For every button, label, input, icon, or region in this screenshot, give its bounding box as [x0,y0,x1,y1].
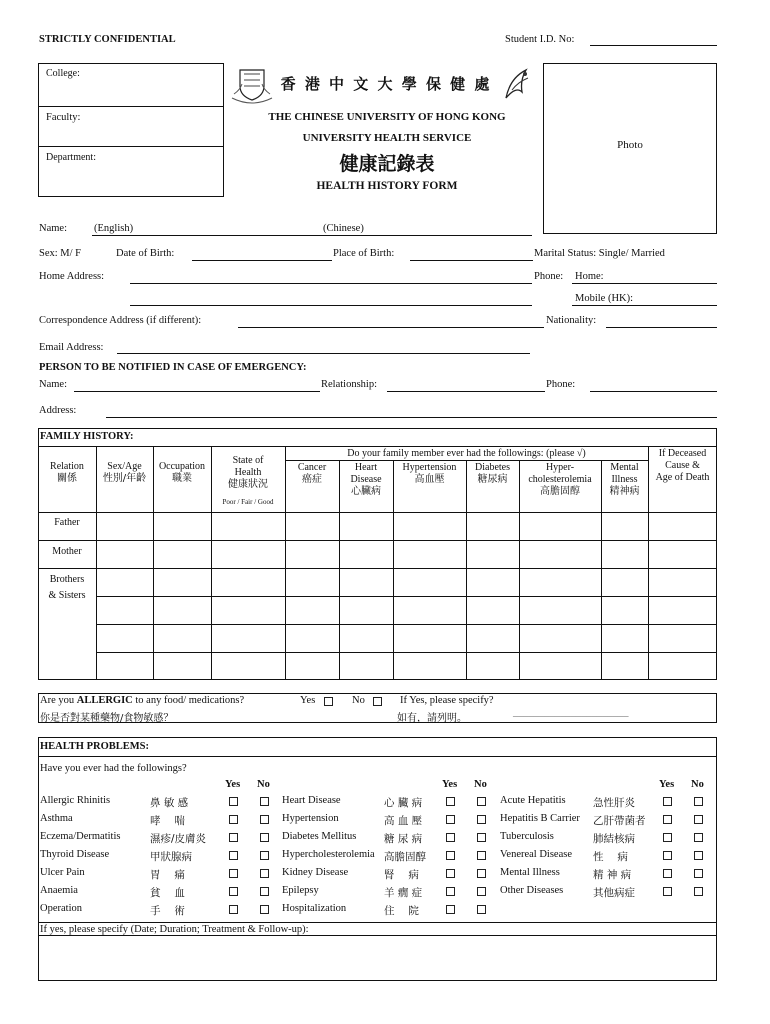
condition-yes-checkbox[interactable] [229,887,238,896]
photo-label: Photo [617,139,643,151]
condition-label-chinese: 住 院 [384,905,419,917]
name-field[interactable] [92,235,532,236]
condition-label-chinese: 肺結核病 [593,833,635,845]
condition-no-checkbox[interactable] [694,833,703,842]
condition-no-checkbox[interactable] [260,905,269,914]
condition-yes-checkbox[interactable] [663,797,672,806]
condition-label: Anaemia [40,885,78,896]
condition-label-chinese: 貧 血 [150,887,185,899]
mobile-label: Mobile (HK): [575,293,634,304]
col-diabetes: Diabetes 糖尿病 [475,462,510,485]
condition-label: Acute Hepatitis [500,795,566,806]
divider [38,146,224,147]
col-hypercholesterolemia: Hyper- cholesterolemia 高膽固醇 [528,462,592,497]
condition-label: Ulcer Pain [40,867,85,878]
allergy-question-chinese: 你是否對某種藥物/食物敏感？ [40,713,174,724]
condition-no-checkbox[interactable] [260,797,269,806]
condition-yes-checkbox[interactable] [446,869,455,878]
home-address-label: Home Address: [39,271,105,282]
col-deceased: If Deceased Cause & Age of Death [655,448,710,483]
condition-label: Hypercholesterolemia [282,849,375,860]
condition-label-chinese: 哮 喘 [150,815,185,827]
name-label: Name: [39,223,67,234]
chinese-name-label: (Chinese) [323,223,364,234]
condition-yes-checkbox[interactable] [446,797,455,806]
divider [38,106,224,107]
col-heart-disease: Heart Disease 心臟病 [350,462,382,497]
health-problems-heading: HEALTH PROBLEMS: [40,741,150,752]
no-header: No [691,779,704,790]
yes-header: Yes [442,779,458,790]
condition-yes-checkbox[interactable] [663,833,672,842]
condition-label: Kidney Disease [282,867,349,878]
col-mental-illness: Mental Illness 精神病 [609,462,640,497]
condition-no-checkbox[interactable] [477,869,486,878]
condition-yes-checkbox[interactable] [446,833,455,842]
allergy-yes-label: Yes [300,695,316,706]
email-field[interactable] [117,353,530,354]
confidential-label: STRICTLY CONFIDENTIAL [39,34,176,45]
condition-yes-checkbox[interactable] [446,851,455,860]
condition-label-chinese: 其他病症 [593,887,635,899]
condition-label: Venereal Disease [500,849,573,860]
condition-label-chinese: 急性肝炎 [593,797,635,809]
divider [38,446,717,447]
col-cancer: Cancer 癌症 [297,462,327,485]
emergency-name-field[interactable] [74,391,320,392]
condition-yes-checkbox[interactable] [229,797,238,806]
condition-yes-checkbox[interactable] [446,815,455,824]
col-relation: Relation 關係 [50,461,84,484]
condition-yes-checkbox[interactable] [663,869,672,878]
col-sex-age: Sex/Age 性別/年齡 [102,461,147,484]
condition-no-checkbox[interactable] [260,851,269,860]
dob-field[interactable] [192,260,332,261]
condition-no-checkbox[interactable] [260,833,269,842]
university-name: THE CHINESE UNIVERSITY OF HONG KONG [268,111,506,123]
condition-yes-checkbox[interactable] [663,851,672,860]
condition-yes-checkbox[interactable] [229,869,238,878]
student-id-label: Student I.D. No: [505,34,575,45]
condition-label-chinese: 乙肝帶菌者 [593,815,646,827]
form-title: HEALTH HISTORY FORM [316,180,458,192]
emergency-address-field[interactable] [106,417,717,418]
faculty-label: Faculty: [46,112,81,123]
condition-label: Thyroid Disease [40,849,110,860]
condition-no-checkbox[interactable] [477,815,486,824]
condition-label-chinese: 高 血 壓 [384,815,423,827]
condition-yes-checkbox[interactable] [229,905,238,914]
emergency-phone-field[interactable] [590,391,717,392]
col-family-question: Do your family member ever had the followings: (please √) [347,448,586,459]
condition-label: Mental Illness [500,867,560,878]
allergy-specify-field[interactable]: ______________________ [513,707,629,718]
condition-no-checkbox[interactable] [477,905,486,914]
condition-label: Heart Disease [282,795,341,806]
row-father: Father [54,517,80,528]
home-phone-label: Home: [575,271,604,282]
condition-no-checkbox[interactable] [694,815,703,824]
health-service-logo-icon [498,64,536,104]
row-mother: Mother [52,546,82,557]
condition-yes-checkbox[interactable] [663,815,672,824]
email-label: Email Address: [39,342,104,353]
condition-label-chinese: 性 病 [593,851,628,863]
college-label: College: [46,68,80,79]
allergy-specify-chinese: 如有，請列明。 [397,713,467,724]
condition-no-checkbox[interactable] [260,869,269,878]
condition-no-checkbox[interactable] [477,797,486,806]
allergy-yes-checkbox[interactable] [324,697,333,706]
row-brothers-sisters: Brothers & Sisters [48,574,86,601]
condition-label: Allergic Rhinitis [40,795,111,806]
condition-label: Epilepsy [282,885,319,896]
condition-label-chinese: 濕疹/皮膚炎 [150,833,207,845]
condition-label-chinese: 手 術 [150,905,185,917]
condition-yes-checkbox[interactable] [229,815,238,824]
allergy-question: Are you ALLERGIC to any food/ medications? [40,695,245,706]
condition-no-checkbox[interactable] [477,851,486,860]
condition-no-checkbox[interactable] [477,887,486,896]
mobile-field[interactable] [572,305,717,306]
condition-no-checkbox[interactable] [694,797,703,806]
condition-yes-checkbox[interactable] [446,905,455,914]
department-label: Department: [46,152,96,163]
home-phone-field[interactable] [572,283,717,284]
condition-label: Hepatitis B Carrier [500,813,580,824]
home-address-field[interactable] [130,283,532,284]
col-hypertension: Hypertension 高血壓 [402,462,457,485]
condition-yes-checkbox[interactable] [446,887,455,896]
pob-label: Place of Birth: [333,248,395,259]
condition-label: Operation [40,903,82,914]
emergency-address-label: Address: [39,405,77,416]
condition-label: Asthma [40,813,73,824]
condition-no-checkbox[interactable] [694,851,703,860]
marital-status-label: Marital Status: Single/ Married [534,248,665,259]
health-question: Have you ever had the followings? [40,763,187,774]
university-crest-icon [230,64,274,104]
family-history-heading: FAMILY HISTORY: [40,431,134,442]
condition-label-chinese: 羊 癇 症 [384,887,423,899]
relationship-label: Relationship: [321,379,377,390]
condition-label: Diabetes Mellitus [282,831,357,842]
condition-yes-checkbox[interactable] [229,833,238,842]
emergency-phone-label: Phone: [546,379,576,390]
condition-label-chinese: 甲狀腺病 [150,851,192,863]
relationship-field[interactable] [387,391,545,392]
phone-label: Phone: [534,271,564,282]
yes-header: Yes [225,779,241,790]
pob-field[interactable] [410,260,533,261]
emergency-heading: PERSON TO BE NOTIFIED IN CASE OF EMERGENCY: [39,362,307,373]
emergency-name-label: Name: [39,379,67,390]
col-occupation: Occupation 職業 [158,461,206,484]
correspondence-address-label: Correspondence Address (if different): [39,315,202,326]
allergy-no-label: No [352,695,365,706]
col-state-of-health: State of Health 健康狀況 Poor / Fair / Good [222,455,274,506]
allergy-no-checkbox[interactable] [373,697,382,706]
chinese-university-name: 香 港 中 文 大 學 保 健 處 [280,75,492,93]
dob-label: Date of Birth: [116,248,175,259]
no-header: No [257,779,270,790]
condition-label: Hospitalization [282,903,347,914]
condition-label: Tuberculosis [500,831,554,842]
nationality-label: Nationality: [546,315,597,326]
condition-yes-checkbox[interactable] [229,851,238,860]
condition-label-chinese: 心 臟 病 [384,797,423,809]
condition-no-checkbox[interactable] [260,815,269,824]
condition-label-chinese: 精 神 病 [593,869,632,881]
condition-yes-checkbox[interactable] [663,887,672,896]
condition-label-chinese: 高膽固醇 [384,851,426,863]
condition-label: Hypertension [282,813,339,824]
college-faculty-box [38,63,224,197]
form-title-chinese: 健康記錄表 [339,153,435,175]
condition-no-checkbox[interactable] [694,887,703,896]
yes-header: Yes [659,779,675,790]
condition-no-checkbox[interactable] [477,833,486,842]
student-id-field[interactable] [590,45,717,46]
service-name: UNIVERSITY HEALTH SERVICE [302,132,472,144]
condition-label-chinese: 胃 痛 [150,869,185,881]
health-specify-label: If yes, please specify (Date; Duration; Treatment & Follow-up): [40,924,309,935]
condition-label-chinese: 腎 病 [384,869,419,881]
no-header: No [474,779,487,790]
condition-label-chinese: 糖 尿 病 [384,833,423,845]
condition-label-chinese: 鼻 敏 感 [150,797,189,809]
condition-label: Eczema/Dermatitis [40,831,121,842]
home-address-field-2[interactable] [130,305,532,306]
condition-no-checkbox[interactable] [694,869,703,878]
condition-no-checkbox[interactable] [260,887,269,896]
english-name-label: (English) [94,223,134,234]
allergy-specify-label: If Yes, please specify? [400,695,494,706]
sex-label: Sex: M/ F [39,248,82,259]
condition-label: Other Diseases [500,885,564,896]
correspondence-address-field[interactable] [238,327,544,328]
nationality-field[interactable] [606,327,717,328]
